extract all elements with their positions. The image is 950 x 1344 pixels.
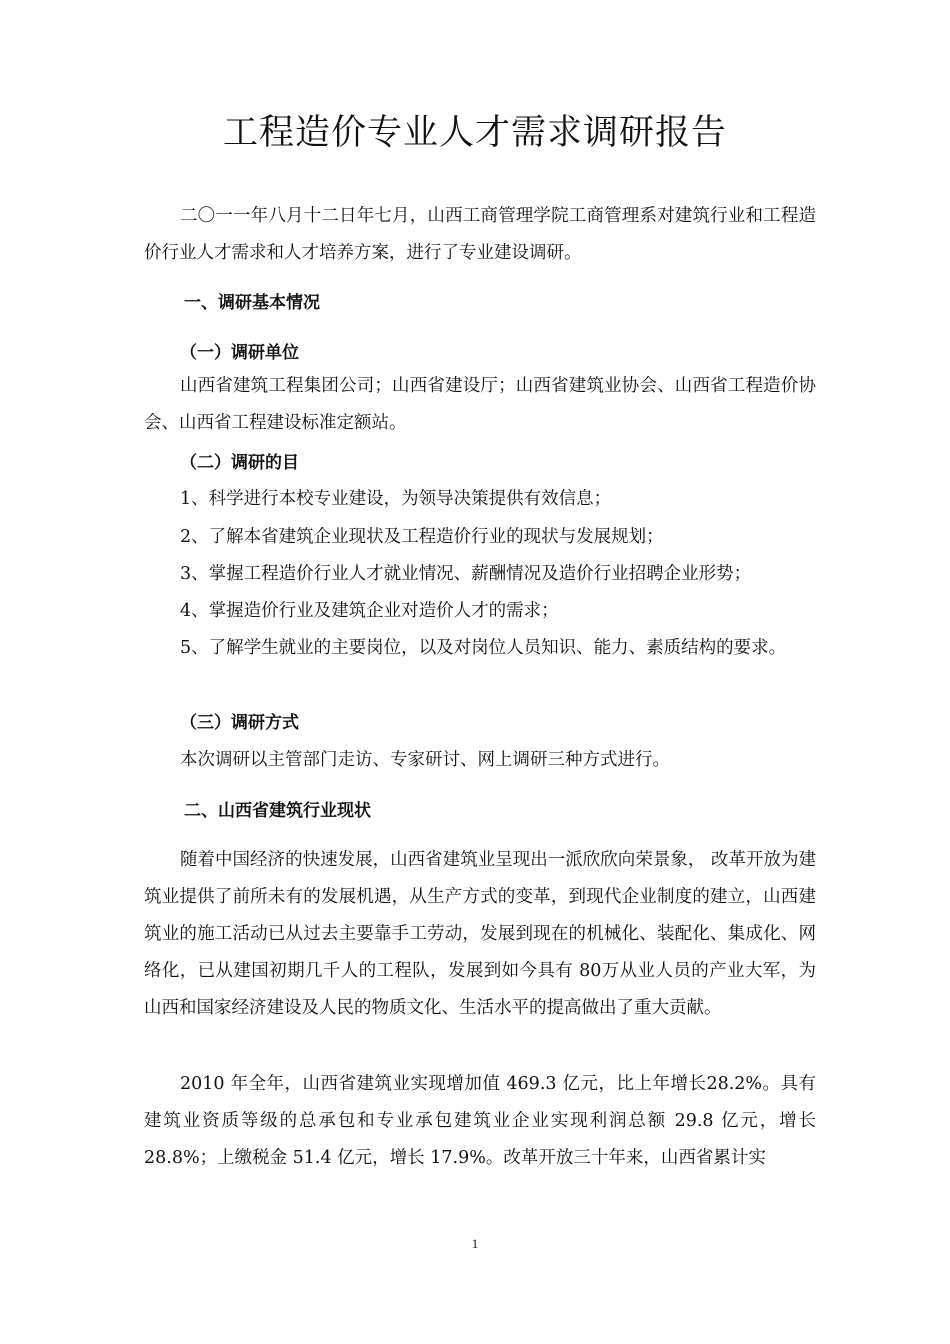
subsection-1-heading: （一）调研单位 (180, 343, 299, 363)
objective-item: 2、了解本省建筑企业现状及工程造价行业的现状与发展规划； (180, 527, 664, 547)
intro-paragraph: 二〇一一年八月十二日年七月，山西工商管理学院工商管理系对建筑行业和工程造价行业人才需求和人才培养方案，进行了专业建设调研。 (144, 206, 816, 263)
document-title: 工程造价专业人才需求调研报告 (222, 113, 727, 153)
subsection-3-text: 本次调研以主管部门走访、专家研讨、网上调研三种方式进行。 (180, 750, 670, 770)
subsection-3-heading: （三）调研方式 (180, 713, 299, 733)
section-1-heading: 一、调研基本情况 (184, 293, 320, 313)
objective-item: 1、科学进行本校专业建设，为领导决策提供有效信息； (180, 489, 612, 509)
section-2-heading: 二、山西省建筑行业现状 (184, 801, 371, 821)
subsection-2-heading: （二）调研的目 (180, 453, 299, 473)
page-number: 1 (471, 1236, 479, 1251)
objective-item: 5、了解学生就业的主要岗位，以及对岗位人员知识、能力、素质结构的要求。 (180, 638, 787, 658)
section-2-paragraph-1: 随着中国经济的快速发展，山西省建筑业呈现出一派欣欣向荣景象， 改革开放为建筑业提供了前所未有的发展机遇，从生产方式的变革，到现代企业制度的建立，山西建筑业的施工活动已从过去主要靠手工劳动，发展到现在的机械化、装配化、集成化、网络化，已从建国初期几千人的工程队，发展到如今具有 80万从业人员的产业大军，为山西和国家经济建设及人民的物质文化、生活水平的提高做出了重大贡献。 (144, 850, 816, 1018)
objective-item: 3、掌握工程造价行业人才就业情况、薪酬情况及造价行业招聘企业形势； (180, 564, 752, 584)
subsection-1-text: 山西省建筑工程集团公司；山西省建设厅；山西省建筑业协会、山西省工程造价协会、山西省工程建设标准定额站。 (144, 376, 816, 433)
section-2-paragraph-2: 2010 年全年，山西省建筑业实现增加值 469.3 亿元，比上年增长28.2%。具有建筑业资质等级的总承包和专业承包建筑业企业实现利润总额 29.8 亿元，增长 28.8%；上缴税金 51.4 亿元，增长 17.9%。改革开放三十年来，山西省累计实 (144, 1074, 816, 1168)
objective-item: 4、掌握造价行业及建筑企业对造价人才的需求； (180, 601, 559, 621)
